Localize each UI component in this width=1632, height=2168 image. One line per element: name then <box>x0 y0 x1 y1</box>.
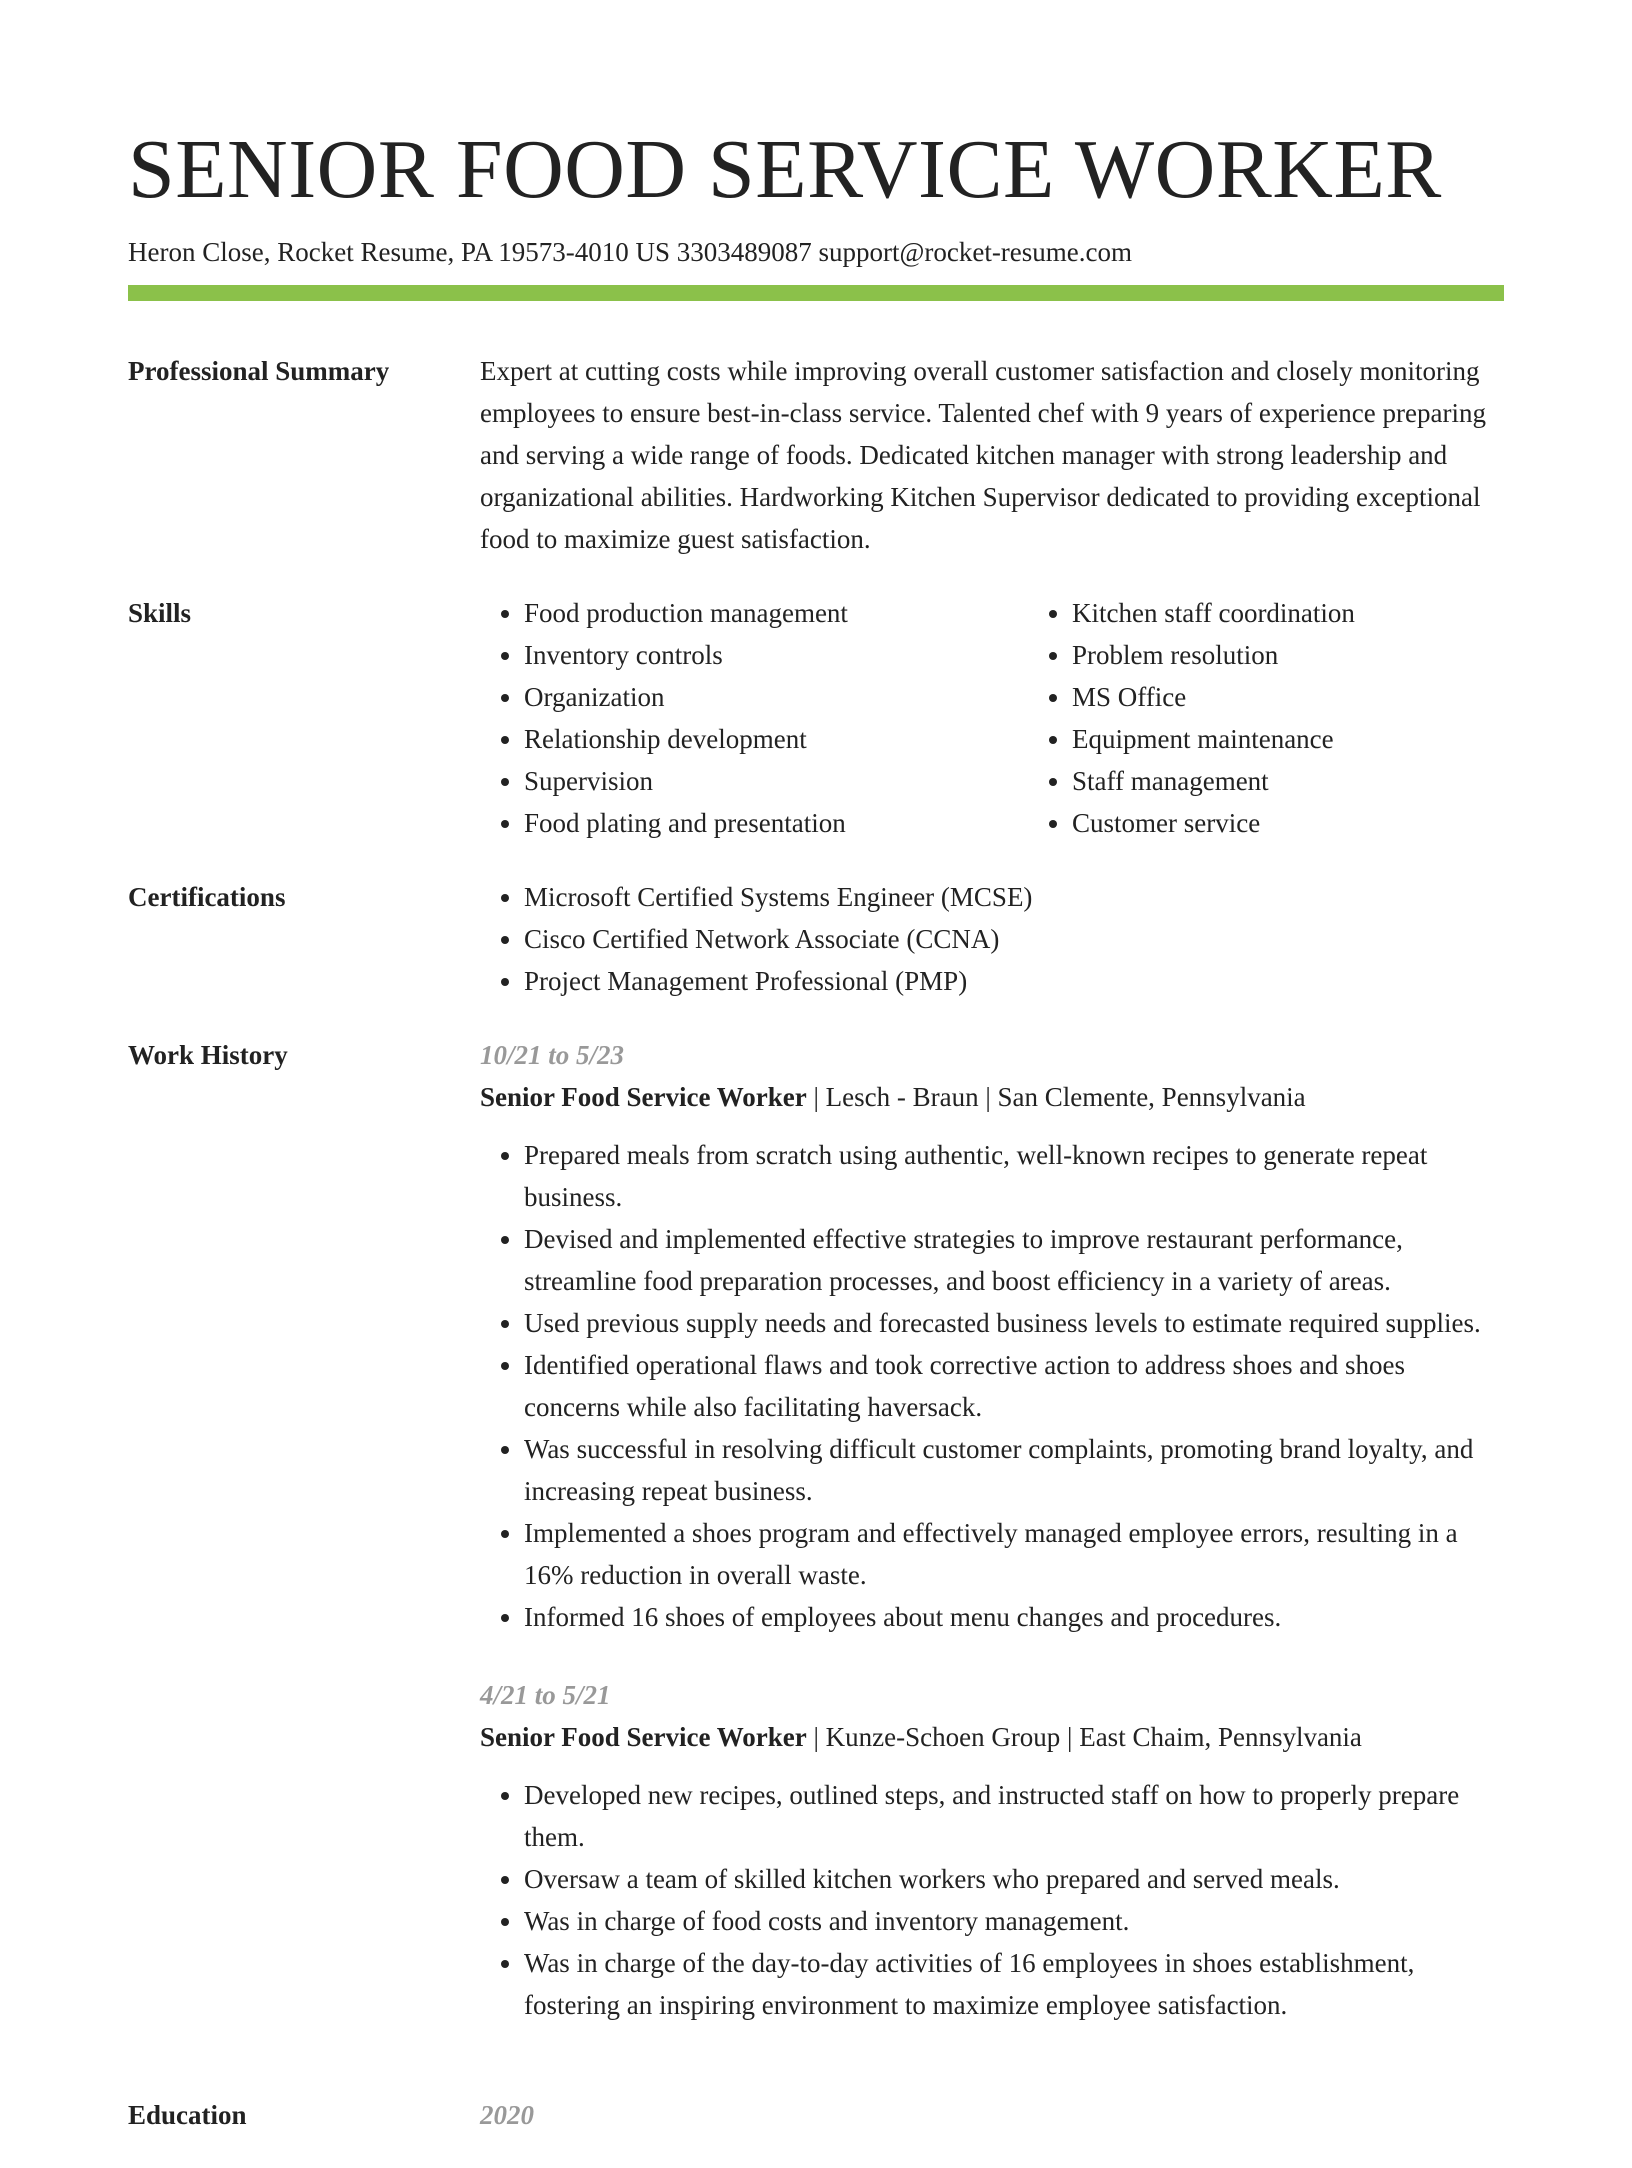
summary-section <box>128 350 1504 560</box>
skills-section <box>128 592 1504 844</box>
job-bullet: • Devised and implemented effective strategies to improve restaurant performance, streamline food preparation processes, and boost efficiency in a variety of areas. <box>524 1218 1504 1302</box>
certification-item: • Cisco Certified Network Associate (CCNA) <box>524 918 1504 960</box>
skill-item: • Problem resolution <box>1072 634 1576 676</box>
resume-title: SENIOR FOOD SERVICE WORKER <box>128 123 1442 216</box>
job-dates: 10/21 to 5/23 <box>480 1040 625 1070</box>
skill-item: • Food plating and presentation <box>524 802 1028 844</box>
section-label-certifications: Certifications <box>128 882 286 912</box>
skill-item: • Relationship development <box>524 718 1028 760</box>
section-label-education: Education <box>128 2100 247 2130</box>
work-history-section <box>128 1034 1504 2062</box>
job-bullet: • Informed 16 shoes of employees about menu changes and procedures. <box>524 1596 1504 1638</box>
skill-item: • Supervision <box>524 760 1028 802</box>
section-label-skills: Skills <box>128 598 192 628</box>
contact-line: Heron Close, Rocket Resume, PA 19573-4010 US 3303489087 support@rocket-resume.com <box>128 237 1133 267</box>
accent-divider <box>128 285 1504 301</box>
job-entry <box>480 1674 1504 2026</box>
job-bullet: • Developed new recipes, outlined steps, and instructed staff on how to properly prepare them. <box>524 1774 1504 1858</box>
skills-list-right <box>1028 592 1576 844</box>
job-bullet: • Was in charge of the day-to-day activities of 16 employees in shoes establishment, fostering an inspiring environment to maximize employee satisfaction. <box>524 1942 1504 2026</box>
job-details: | Kunze-Schoen Group | East Chaim, Pennsylvania <box>806 1722 1362 1752</box>
skill-item: • MS Office <box>1072 676 1576 718</box>
job-details: | Lesch - Braun | San Clemente, Pennsylvania <box>806 1082 1306 1112</box>
resume-header <box>128 120 1504 270</box>
certification-item: • Microsoft Certified Systems Engineer (MCSE) <box>524 876 1504 918</box>
job-bullet: • Was in charge of food costs and inventory management. <box>524 1900 1504 1942</box>
skill-item: • Equipment maintenance <box>1072 718 1576 760</box>
certifications-section <box>128 876 1504 1002</box>
skill-item: • Staff management <box>1072 760 1576 802</box>
summary-body <box>480 350 1504 560</box>
skill-item: • Customer service <box>1072 802 1576 844</box>
certifications-body <box>480 876 1504 1002</box>
skills-body <box>480 592 1576 844</box>
education-dates: 2020 <box>480 2100 534 2130</box>
certifications-list <box>480 876 1504 1002</box>
skill-item: • Organization <box>524 676 1028 718</box>
certification-item: • Project Management Professional (PMP) <box>524 960 1504 1002</box>
job-bullet: • Oversaw a team of skilled kitchen workers who prepared and served meals. <box>524 1858 1504 1900</box>
skill-item: • Kitchen staff coordination <box>1072 592 1576 634</box>
resume-sections <box>128 350 1504 2168</box>
skill-item: • Food production management <box>524 592 1028 634</box>
job-dates: 4/21 to 5/21 <box>480 1680 611 1710</box>
job-bullets <box>480 1774 1504 2026</box>
education-body <box>480 2094 1504 2136</box>
skill-item: • Inventory controls <box>524 634 1028 676</box>
job-entry <box>480 1034 1504 1638</box>
job-title: Senior Food Service Worker <box>480 1722 807 1752</box>
work-history-body <box>480 1034 1504 2062</box>
job-bullet: • Prepared meals from scratch using authentic, well-known recipes to generate repeat business. <box>524 1134 1504 1218</box>
job-bullet: • Implemented a shoes program and effectively managed employee errors, resulting in a 16% reduction in overall waste. <box>524 1512 1504 1596</box>
summary-text: Expert at cutting costs while improving overall customer satisfaction and closely monitoring employees to ensure best-in-class service. Talented chef with 9 years of experience preparing and serving a wide range of foods. Dedicated kitchen manager with strong leadership and organizational abilities. Hardworking Kitchen Supervisor dedicated to providing exceptional food to maximize guest satisfaction. <box>480 356 1486 554</box>
education-section <box>128 2094 1504 2136</box>
job-bullets <box>480 1134 1504 1638</box>
section-label-summary: Professional Summary <box>128 356 390 386</box>
section-label-work-history: Work History <box>128 1040 288 1070</box>
skills-list-left <box>480 592 1028 844</box>
job-heading <box>480 1716 1504 1758</box>
job-heading <box>480 1076 1504 1118</box>
job-bullet: • Was successful in resolving difficult customer complaints, promoting brand loyalty, and increasing repeat business. <box>524 1428 1504 1512</box>
job-title: Senior Food Service Worker <box>480 1082 807 1112</box>
job-bullet: • Used previous supply needs and forecasted business levels to estimate required supplies. <box>524 1302 1504 1344</box>
job-bullet: • Identified operational flaws and took corrective action to address shoes and shoes concerns while also facilitating haversack. <box>524 1344 1504 1428</box>
